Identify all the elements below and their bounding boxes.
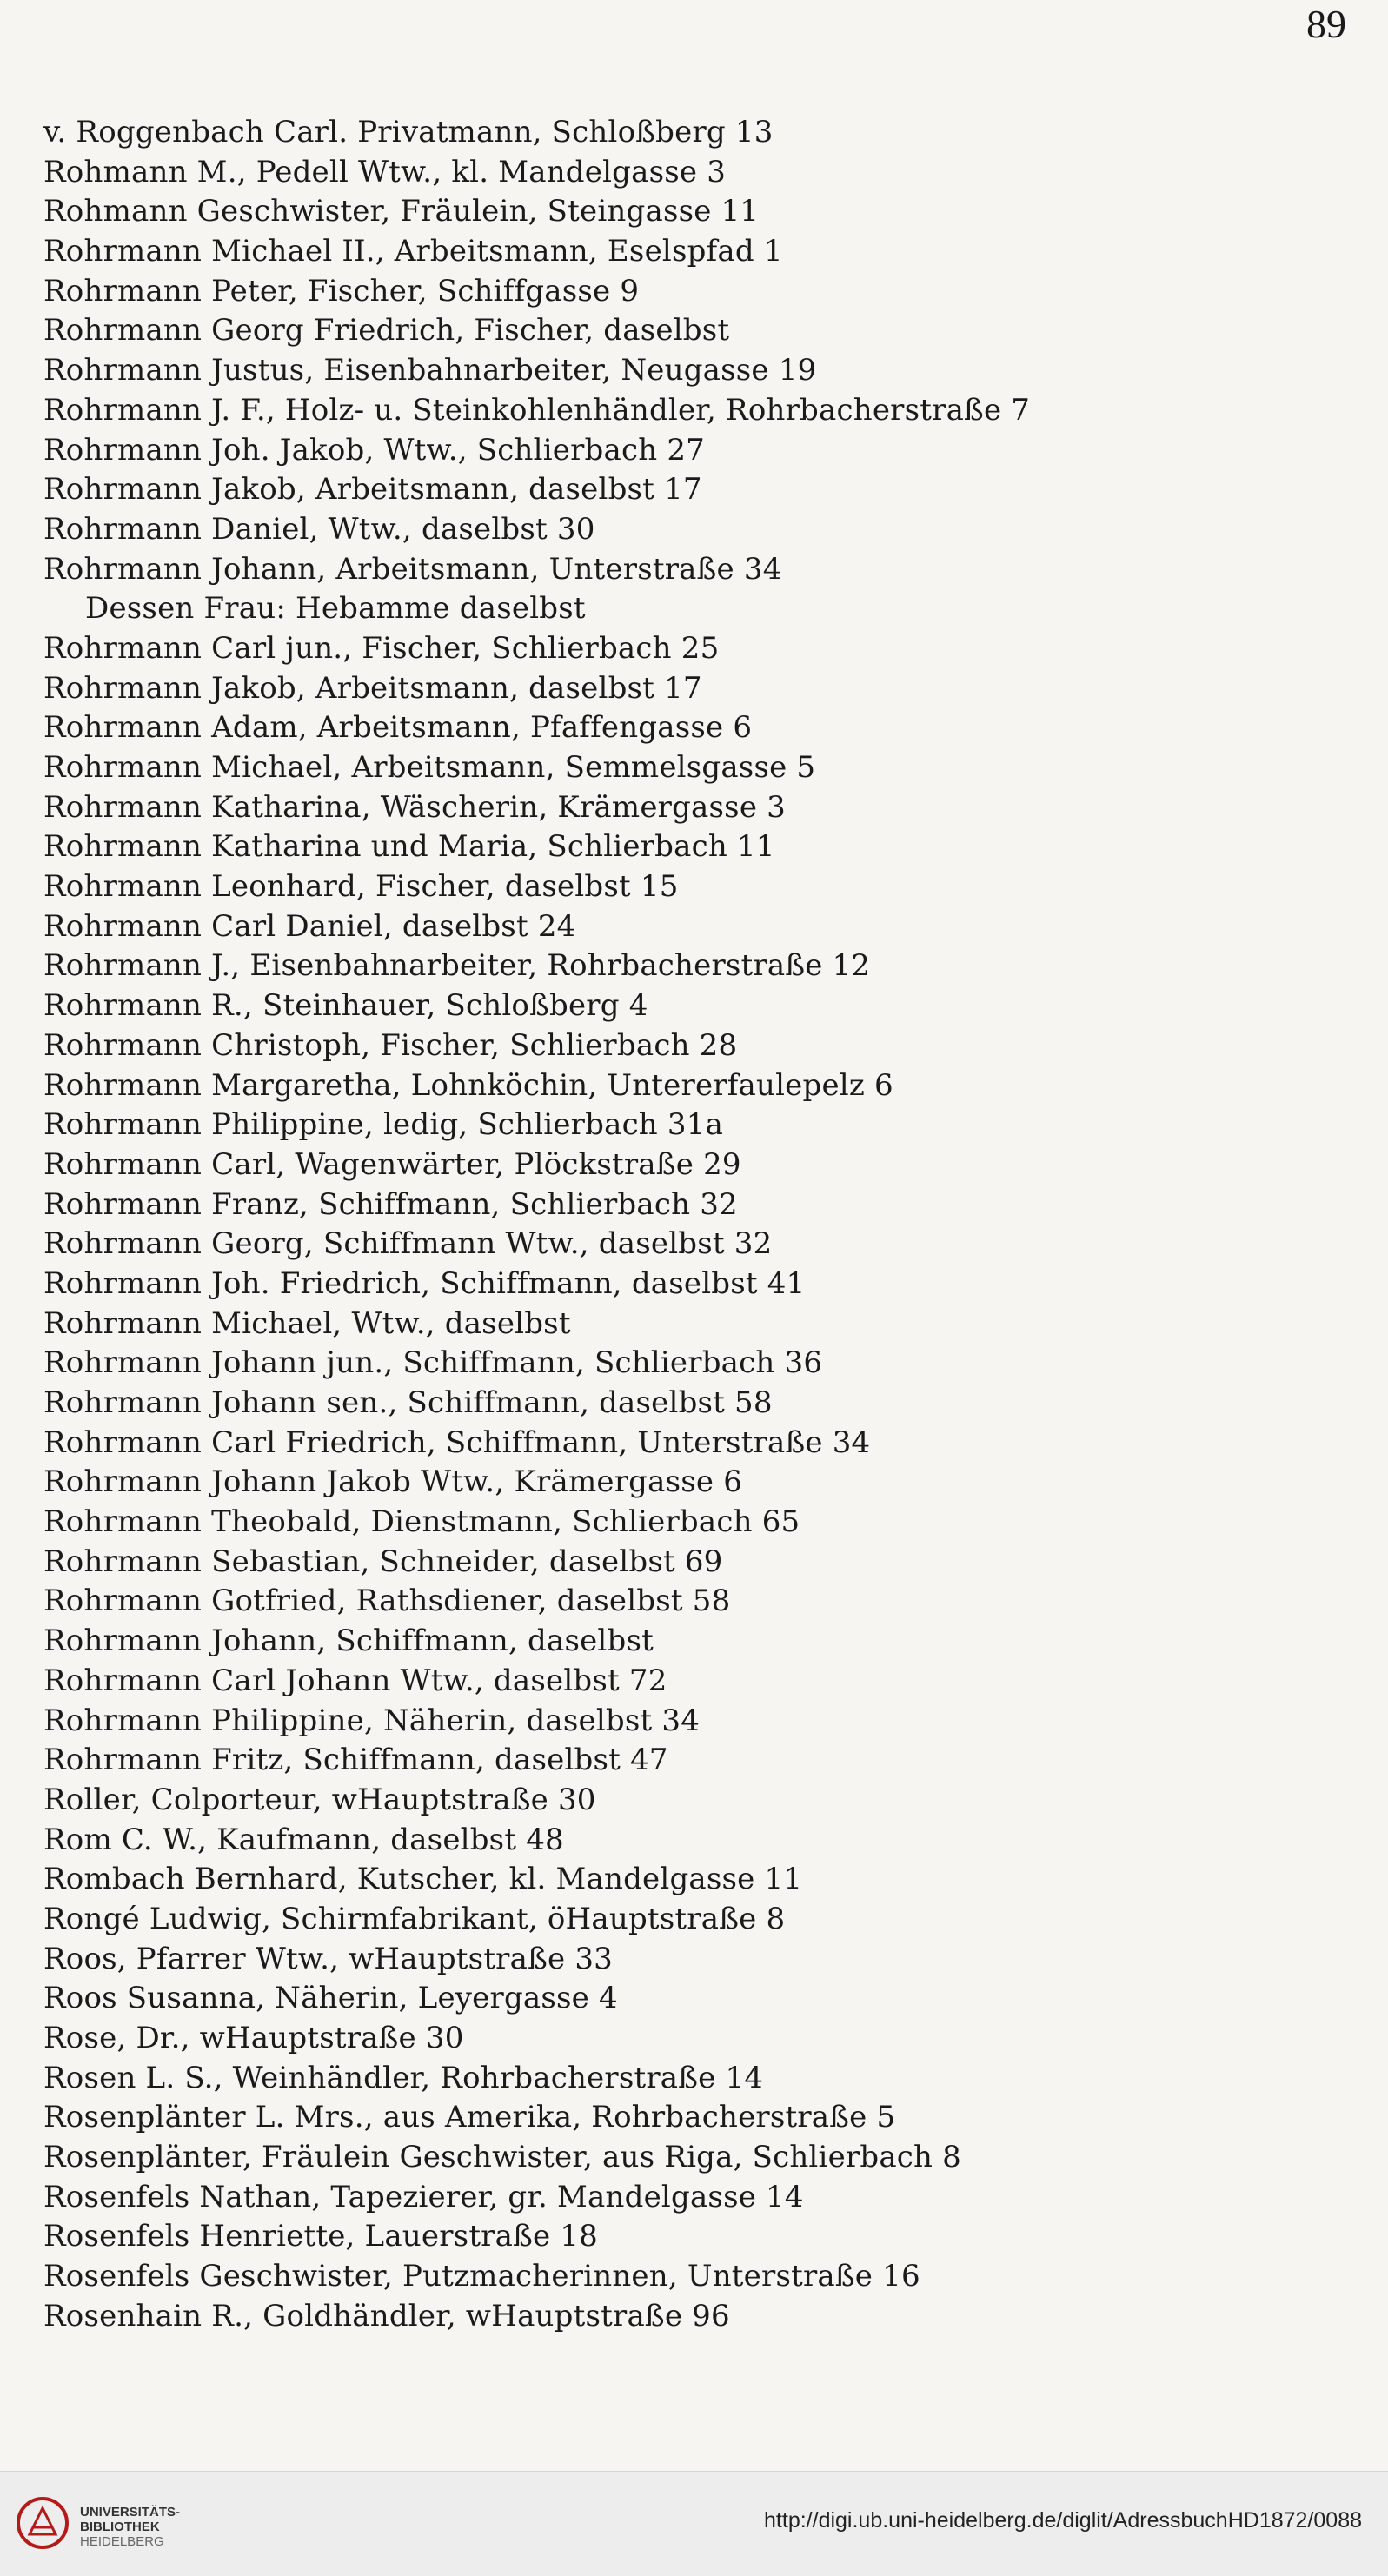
- directory-entry: Rohrmann J. F., Holz- u. Steinkohlenhändler, Rohrbacherstraße 7: [43, 392, 1031, 428]
- directory-entry: Rohrmann Michael, Wtw., daselbst: [43, 1305, 571, 1341]
- directory-entry: Rohrmann J., Eisenbahnarbeiter, Rohrbacherstraße 12: [43, 948, 871, 984]
- directory-entry: Rohrmann Gotfried, Rathsdiener, daselbst 58: [43, 1583, 731, 1619]
- directory-entry: Roller, Colporteur, wHauptstraße 30: [43, 1782, 596, 1817]
- directory-entry: Rohrmann Michael II., Arbeitsmann, Eselspfad 1: [43, 234, 783, 269]
- directory-entry: Rohrmann Carl Johann Wtw., daselbst 72: [43, 1663, 667, 1698]
- directory-entry: Rohrmann Johann, Schiffmann, daselbst: [43, 1623, 654, 1659]
- page-number: 89: [1306, 2, 1346, 46]
- university-library-logo[interactable]: [16, 2496, 276, 2557]
- directory-entry: Rongé Ludwig, Schirmfabrikant, öHauptstraße 8: [43, 1901, 786, 1936]
- directory-entry: Rohrmann Michael, Arbeitsmann, Semmelsgasse 5: [43, 750, 816, 785]
- directory-entry: Rombach Bernhard, Kutscher, kl. Mandelgasse 11: [43, 1862, 803, 1897]
- directory-entry: Rosenplänter L. Mrs., aus Amerika, Rohrbacherstraße 5: [43, 2100, 896, 2135]
- directory-entries: [43, 113, 1336, 2337]
- directory-entry: Rom C. W., Kaufmann, daselbst 48: [43, 1822, 564, 1857]
- logo-text-line3: HEIDELBERG: [80, 2534, 164, 2549]
- directory-entry: Rosenfels Geschwister, Putzmacherinnen, Unterstraße 16: [43, 2259, 920, 2294]
- directory-entry: Rohrmann Jakob, Arbeitsmann, daselbst 17: [43, 472, 702, 508]
- directory-entry: Rohrmann Sebastian, Schneider, daselbst 69: [43, 1544, 723, 1579]
- directory-entry: Dessen Frau: Hebamme daselbst: [85, 591, 586, 627]
- directory-entry: Rohmann Geschwister, Fräulein, Steingasse 11: [43, 194, 760, 229]
- directory-entry: Rosenplänter, Fräulein Geschwister, aus Riga, Schlierbach 8: [43, 2140, 961, 2175]
- directory-entry: Rosenfels Nathan, Tapezierer, gr. Mandelgasse 14: [43, 2179, 804, 2214]
- directory-entry: v. Roggenbach Carl. Privatmann, Schloßberg 13: [43, 115, 774, 149]
- directory-entry: Rohrmann Jakob, Arbeitsmann, daselbst 17: [43, 670, 702, 706]
- directory-entry: Rohrmann Franz, Schiffmann, Schlierbach 32: [43, 1186, 738, 1222]
- directory-entry: Rosenfels Henriette, Lauerstraße 18: [43, 2219, 599, 2254]
- directory-entry: Rohrmann Katharina und Maria, Schlierbach 11: [43, 829, 775, 865]
- directory-entry: Rohrmann Joh. Friedrich, Schiffmann, daselbst 41: [43, 1265, 806, 1301]
- directory-entry: Rohrmann Daniel, Wtw., daselbst 30: [43, 511, 595, 547]
- source-url-link[interactable]: http://digi.ub.uni-heidelberg.de/diglit/AdressbuchHD1872/0088: [764, 2508, 1362, 2533]
- directory-entry: Rohrmann Georg, Schiffmann Wtw., daselbst 32: [43, 1226, 773, 1262]
- directory-entry: Rohrmann Joh. Jakob, Wtw., Schlierbach 27: [43, 432, 705, 468]
- directory-entry: Rohrmann Philippine, ledig, Schlierbach 31a: [43, 1107, 724, 1143]
- directory-entry: Rohrmann Carl Friedrich, Schiffmann, Unterstraße 34: [43, 1424, 871, 1460]
- directory-entry: Rohrmann Theobald, Dienstmann, Schlierbach 65: [43, 1504, 800, 1540]
- directory-entry: Rose, Dr., wHauptstraße 30: [43, 2021, 464, 2055]
- directory-entry: Rohrmann Margaretha, Lohnköchin, Untererfaulepelz 6: [43, 1067, 893, 1103]
- directory-entry: Rohrmann Johann sen., Schiffmann, daselbst 58: [43, 1385, 773, 1420]
- directory-entry: Roos Susanna, Näherin, Leyergasse 4: [43, 1981, 618, 2016]
- directory-entry: Rohrmann Philippine, Näherin, daselbst 34: [43, 1703, 701, 1738]
- directory-entry: Roos, Pfarrer Wtw., wHauptstraße 33: [43, 1941, 614, 1976]
- directory-entry: Rohrmann Christoph, Fischer, Schlierbach 28: [43, 1027, 738, 1063]
- directory-entry: Rohrmann Katharina, Wäscherin, Krämergasse 3: [43, 789, 786, 825]
- directory-entry: Rohrmann Johann jun., Schiffmann, Schlierbach 36: [43, 1345, 823, 1381]
- directory-entry: Rosenhain R., Goldhändler, wHauptstraße 96: [43, 2298, 730, 2334]
- directory-entry: Rohrmann Leonhard, Fischer, daselbst 15: [43, 869, 679, 905]
- directory-entry: Rohrmann Georg Friedrich, Fischer, daselbst: [43, 313, 730, 349]
- directory-entry: Rohrmann R., Steinhauer, Schloßberg 4: [43, 988, 648, 1024]
- directory-entry: Rohrmann Carl jun., Fischer, Schlierbach 25: [43, 630, 720, 666]
- logo-text-line2: BIBLIOTHEK: [80, 2520, 160, 2534]
- logo-text-line1: UNIVERSITÄTS-: [80, 2505, 181, 2520]
- library-seal-icon: [16, 2496, 70, 2550]
- directory-entry: Rohmann M., Pedell Wtw., kl. Mandelgasse 3: [43, 154, 727, 189]
- directory-entry: Rosen L. S., Weinhändler, Rohrbacherstraße 14: [43, 2060, 764, 2095]
- footer-bar: [0, 2471, 1388, 2576]
- directory-entry: Rohrmann Johann, Arbeitsmann, Unterstraße 34: [43, 551, 782, 587]
- directory-entry: Rohrmann Johann Jakob Wtw., Krämergasse 6: [43, 1464, 743, 1500]
- directory-entry: Rohrmann Peter, Fischer, Schiffgasse 9: [43, 273, 640, 309]
- directory-entry: Rohrmann Fritz, Schiffmann, daselbst 47: [43, 1743, 668, 1778]
- directory-entry: Rohrmann Adam, Arbeitsmann, Pfaffengasse 6: [43, 710, 753, 746]
- directory-entry: Rohrmann Justus, Eisenbahnarbeiter, Neugasse 19: [43, 353, 817, 388]
- directory-entry: Rohrmann Carl Daniel, daselbst 24: [43, 908, 576, 944]
- directory-entry: Rohrmann Carl, Wagenwärter, Plöckstraße 29: [43, 1146, 741, 1182]
